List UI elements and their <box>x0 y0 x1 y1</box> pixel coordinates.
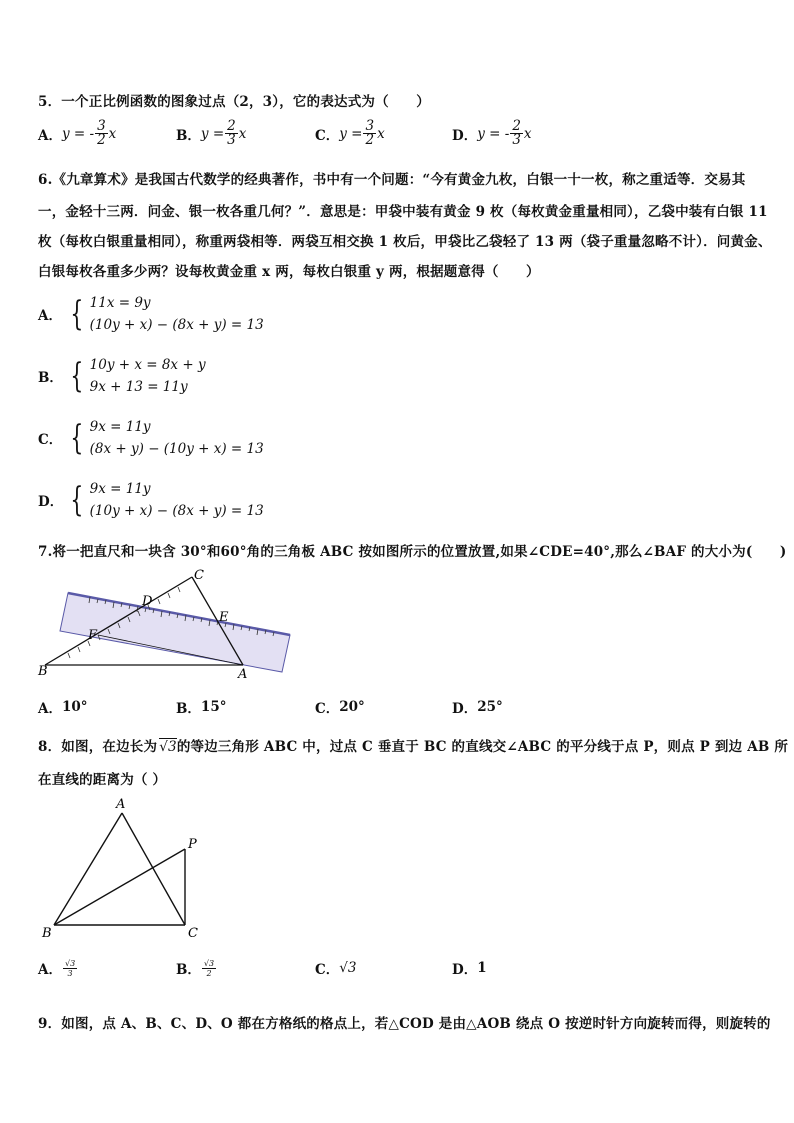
q8-stem-line-2: 在直线的距离为（ ） <box>38 772 167 788</box>
label-c: C <box>194 568 204 583</box>
label-b: B <box>38 664 48 679</box>
fraction: $\frac{2}{3}$ <box>512 118 521 148</box>
q5-option-c[interactable]: C． y = $\frac{3}{2}$ x <box>315 118 385 148</box>
label-b: B <box>42 926 52 941</box>
label-a: A <box>238 667 248 682</box>
q7-figure <box>30 565 305 685</box>
q6-option-c[interactable]: C． { 9x = 11y (8x + y) − (10y + x) = 13 <box>38 418 264 458</box>
brace-icon: { <box>70 356 84 396</box>
equation-system: 10y + x = 8x + y 9x + 13 = 11y <box>89 357 206 395</box>
label-c: C <box>188 926 198 941</box>
q5-options <box>38 120 758 160</box>
q5-option-d[interactable]: D． y = - $\frac{2}{3}$ x <box>452 118 532 148</box>
side-ac <box>122 813 185 925</box>
equation-system: 11x = 9y (10y + x) − (8x + y) = 13 <box>89 295 264 333</box>
q8-option-d[interactable]: D． 1 <box>452 960 487 978</box>
fraction: $\frac{3}{2}$ <box>365 118 375 148</box>
q7-options <box>38 697 758 717</box>
equation-system: 9x = 11y (10y + x) − (8x + y) = 13 <box>89 481 264 519</box>
q6-stem-line-3: 枚（每枚白银重量相同），称重两袋相等．两袋互相交换 1 枚后，甲袋比乙袋轻了 13 两（袋子重量忽略不计）．问黄金、 <box>38 234 772 250</box>
label-d: D <box>142 594 153 609</box>
q8-option-c[interactable]: C． √3 <box>315 960 357 978</box>
segment-bp <box>54 849 185 925</box>
q5-option-a[interactable]: A． y = - $\frac{3}{2}$ x <box>38 118 117 148</box>
q6-option-a[interactable]: A． { 11x = 9y (10y + x) − (8x + y) = 13 <box>38 294 264 334</box>
q5-stem: 5．一个正比例函数的图象过点（2，3），它的表达式为（ ） <box>38 94 430 110</box>
equation-system: 9x = 11y (8x + y) − (10y + x) = 13 <box>89 419 264 457</box>
q7-option-d[interactable]: D． 25° <box>452 699 503 717</box>
q9-stem: 9．如图，点 A、B、C、D、O 都在方格纸的格点上，若△COD 是由△AOB 绕点 O 按逆时针方向旋转而得，则旋转的 <box>38 1016 771 1032</box>
q7-option-c[interactable]: C． 20° <box>315 699 365 717</box>
q7-stem: 7.将一把直尺和一块含 30°和60°角的三角板 ABC 按如图所示的位置放置,如果∠CDE=40°,那么∠BAF 的大小为( ) <box>38 544 787 560</box>
q8-options <box>38 958 758 988</box>
label-a: A <box>116 797 126 812</box>
brace-icon: { <box>70 294 84 334</box>
q6-option-b[interactable]: B． { 10y + x = 8x + y 9x + 13 = 11y <box>38 356 206 396</box>
sqrt-symbol: √3 <box>159 739 177 755</box>
side-ba <box>54 813 122 925</box>
fraction: $\frac{√3}{3}$ <box>64 958 76 978</box>
fraction: $\frac{√3}{2}$ <box>203 958 215 978</box>
label-p: P <box>188 837 197 852</box>
brace-icon: { <box>70 480 84 520</box>
q8-option-b[interactable]: B． $\frac{√3}{2}$ <box>176 958 215 978</box>
q7-option-a[interactable]: A． 10° <box>38 699 88 717</box>
q8-stem-line-1: 8．如图，在边长为 √3的等边三角形 ABC 中，过点 C 垂直于 BC 的直线交∠ABC 的平分线于点 P，则点 P 到边 AB 所 <box>38 739 789 755</box>
q6-stem-line-1: 6.《九章算术》是我国古代数学的经典著作，书中有一个问题：“今有黄金九枚，白银一十一枚，称之重适等．交易其 <box>38 172 746 188</box>
brace-icon: { <box>70 418 84 458</box>
q6-stem-line-4: 白银每枚各重多少两？设每枚黄金重 x 两，每枚白银重 y 两，根据题意得（ ） <box>38 264 540 280</box>
q7-option-b[interactable]: B． 15° <box>176 699 227 717</box>
label-f: F <box>88 628 98 643</box>
q8-option-a[interactable]: A． $\frac{√3}{3}$ <box>38 958 76 978</box>
q5-option-b[interactable]: B． y = $\frac{2}{3}$ x <box>176 118 247 148</box>
q6-stem-line-2: 一，金轻十三两．问金、银一枚各重几何？”．意思是：甲袋中装有黄金 9 枚（每枚黄金重量相同），乙袋中装有白银 11 <box>38 204 768 220</box>
q6-option-d[interactable]: D． { 9x = 11y (10y + x) − (8x + y) = 13 <box>38 480 264 520</box>
fraction: $\frac{3}{2}$ <box>97 118 106 148</box>
fraction: $\frac{2}{3}$ <box>227 118 236 148</box>
q8-figure <box>38 793 213 941</box>
label-e: E <box>219 610 229 625</box>
